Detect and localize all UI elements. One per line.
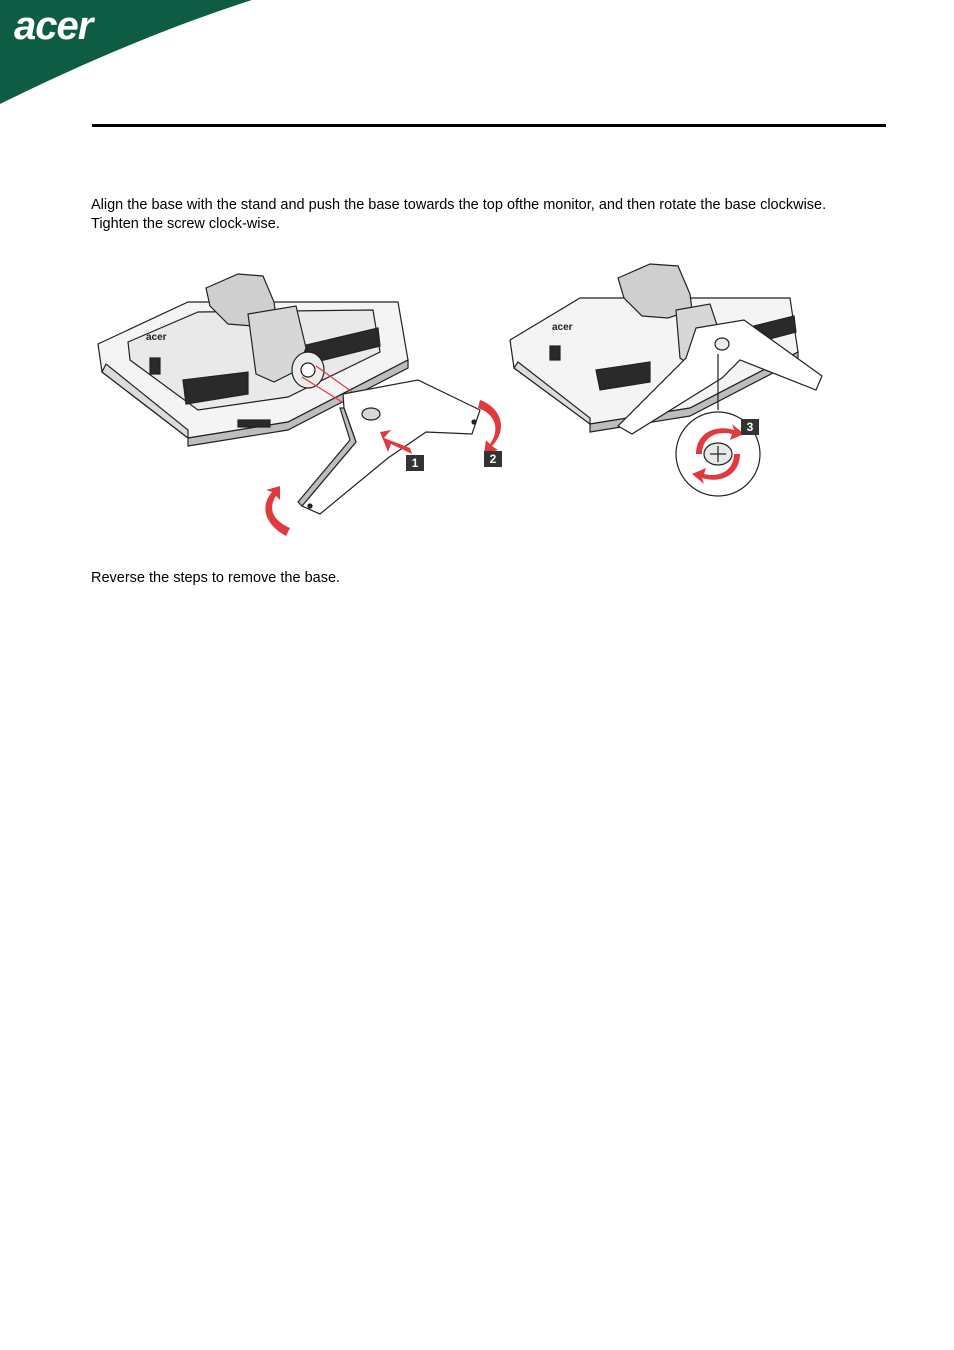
screw-tighten-illustration [500,258,840,508]
acer-logo: acer [14,4,93,48]
header-divider [92,124,886,127]
base-attach-illustration [88,262,508,547]
svg-text:acer: acer [552,322,573,333]
instruction-paragraph: Align the base with the stand and push the base towards the top ofthe monitor, and then rotate the base clockwise. Tighten the screw clock-wise. [91,197,827,232]
step-badge-1: 1 [406,455,424,471]
step-badge-2: 2 [484,451,502,467]
svg-text:acer: acer [146,332,167,343]
removal-note: Reverse the steps to remove the base. [91,570,341,586]
step-badge-3: 3 [741,419,759,435]
